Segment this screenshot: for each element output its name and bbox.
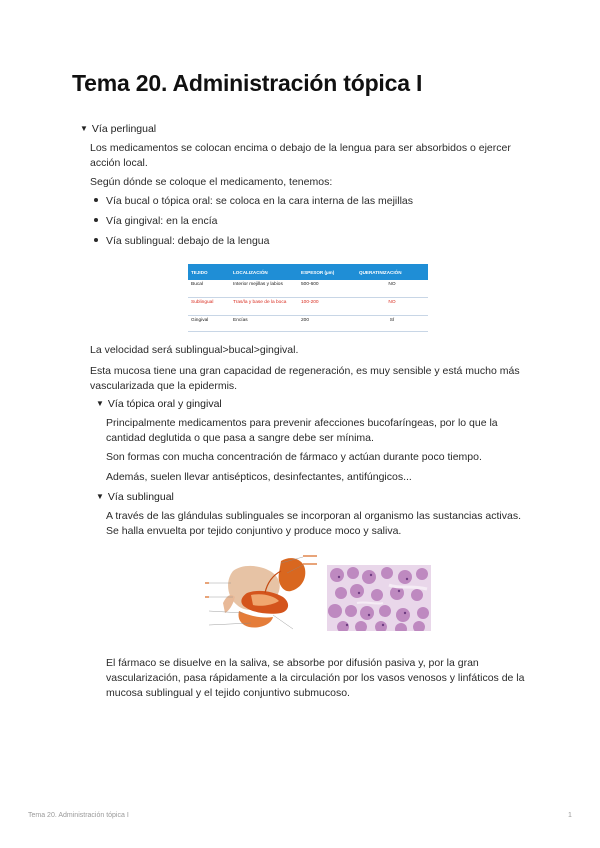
- tissue-table: [188, 264, 428, 332]
- toggle-label: Vía sublingual: [107, 491, 174, 503]
- paragraph: Esta mucosa tiene una gran capacidad de regeneración, es muy sensible y está mucho más vascularizada que la epidermis.: [90, 365, 520, 392]
- table-header-row: [188, 264, 428, 280]
- table-row: Gingival Encías 200 SÍ: [188, 316, 428, 332]
- toggle-label: Vía tópica oral y gingival: [107, 398, 222, 410]
- paragraph: Según dónde se coloque el medicamento, tenemos:: [90, 176, 333, 188]
- paragraph: El fármaco se disuelve en la saliva, se absorbe por difusión pasiva y, por la gran vascularización, pasa rápidamente a la circulación por los vasos venosos y linfáticos de la mucosa sublingual y el tejido conjuntivo submucoso.: [106, 657, 525, 699]
- toggle-via-perlingual[interactable]: [80, 123, 156, 135]
- list-item: Vía gingival: en la encía: [94, 215, 218, 227]
- table-header: ESPESOR (µm): [298, 264, 356, 280]
- table-header: TEJIDO: [188, 264, 230, 280]
- toggle-label: Vía perlingual: [91, 123, 157, 135]
- bullet-icon: [94, 238, 98, 242]
- page-title: Tema 20. Administración tópica I: [72, 70, 423, 96]
- toggle-via-topica[interactable]: [96, 398, 222, 410]
- list-item: Vía sublingual: debajo de la lengua: [94, 235, 269, 247]
- bullet-icon: [94, 198, 98, 202]
- toggle-via-sublingual[interactable]: [96, 491, 174, 503]
- footer-title: Tema 20. Administración tópica I: [28, 812, 129, 819]
- bullet-icon: [94, 218, 98, 222]
- table-header: LOCALIZACIÓN: [230, 264, 298, 280]
- triangle-down-icon: ▼: [80, 124, 88, 133]
- page-number: 1: [568, 812, 572, 819]
- triangle-down-icon: ▼: [96, 399, 104, 408]
- paragraph: Los medicamentos se colocan encima o debajo de la lengua para ser absorbidos o ejercer acción local.: [90, 142, 511, 169]
- triangle-down-icon: ▼: [96, 492, 104, 501]
- salivary-gland-anatomy-image: [203, 553, 321, 633]
- paragraph: A través de las glándulas sublinguales se incorporan al organismo las sustancias activas. Se halla envuelta por tejido conjuntivo y produce moco y saliva.: [106, 510, 521, 537]
- paragraph: Además, suelen llevar antisépticos, desinfectantes, antifúngicos...: [106, 471, 412, 483]
- paragraph: Son formas con mucha concentración de fármaco y actúan durante poco tiempo.: [106, 451, 482, 463]
- paragraph: Principalmente medicamentos para prevenir afecciones bucofaríngeas, por lo que la cantidad deglutida o que pasa a sangre debe ser mínima.: [106, 417, 498, 444]
- sublingual-gland-histology-image: [327, 565, 431, 631]
- table-header: QUERATINIZACIÓN: [356, 264, 428, 280]
- table-row: Sublingual Tras/la y base de la boca 100-200 NO: [188, 298, 428, 316]
- table-row: Bucal Interior mejillas y labios 500-600 NO: [188, 280, 428, 298]
- paragraph: La velocidad será sublingual>bucal>gingival.: [90, 344, 299, 356]
- list-item: Vía bucal o tópica oral: se coloca en la cara interna de las mejillas: [94, 195, 413, 207]
